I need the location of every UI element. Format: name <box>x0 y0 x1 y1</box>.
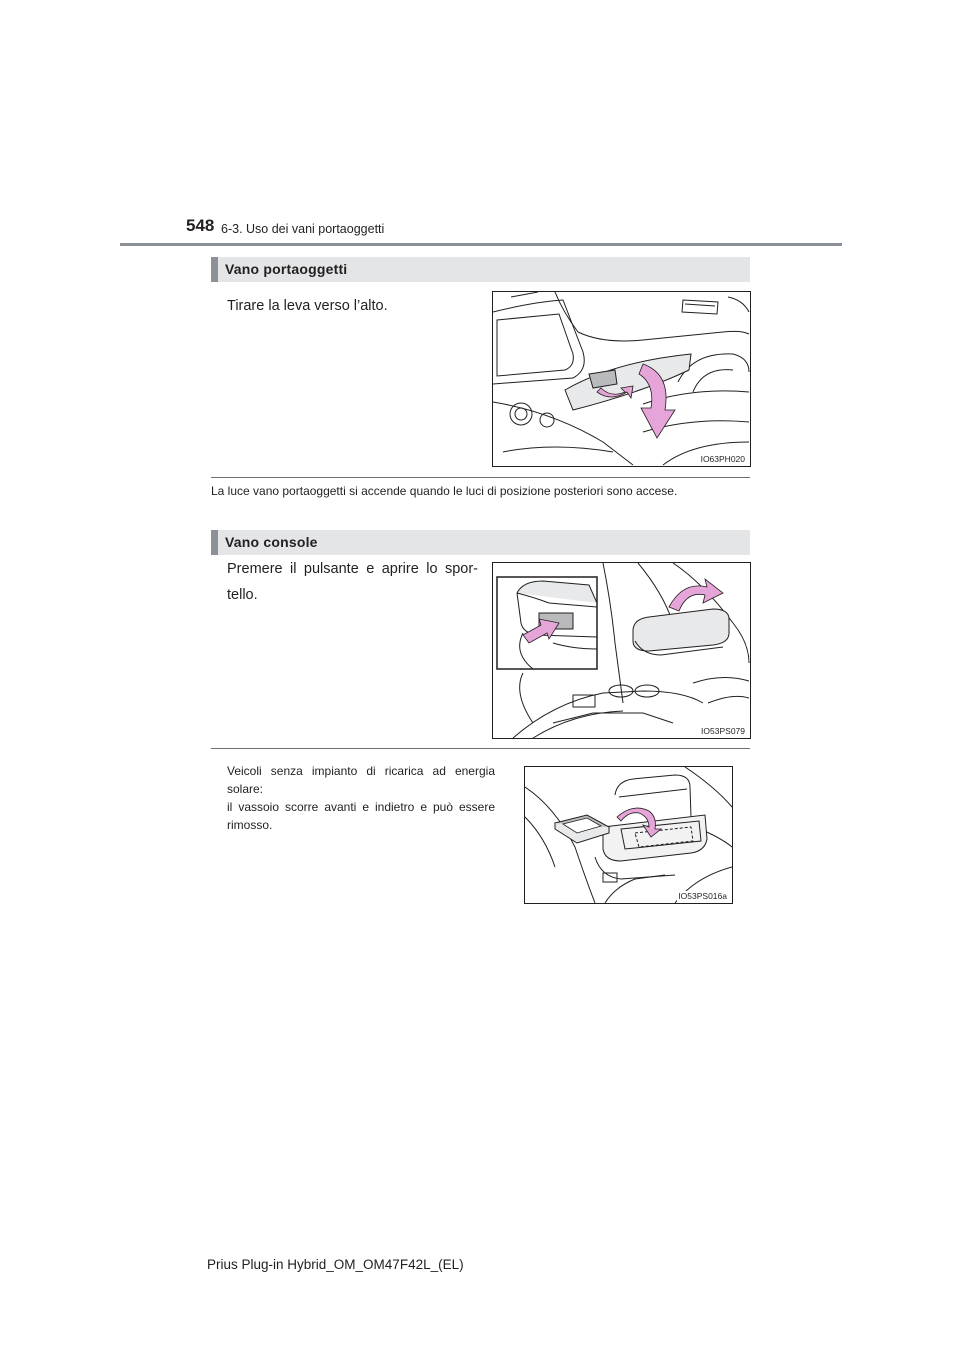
glovebox-drawing <box>493 292 750 466</box>
tray-note-line1: Veicoli senza impianto di ricarica ad energia <box>227 764 495 778</box>
glovebox-instruction: Tirare la leva verso l’alto. <box>227 298 388 314</box>
glovebox-illustration <box>492 291 751 467</box>
figure-code: IO53PS016a <box>678 891 727 901</box>
glovebox-light-note: La luce vano portaoggetti si accende quando le luci di posizione posteriori sono accese. <box>211 484 678 498</box>
section-heading-title: Vano portaoggetti <box>225 261 348 277</box>
tray-note-line3: il vassoio scorre avanti e indietro e può essere <box>227 800 495 814</box>
section-heading-marker <box>211 257 218 282</box>
header-divider <box>120 243 842 246</box>
figure-code: IO63PH020 <box>700 454 745 464</box>
section-heading-glovebox <box>211 257 750 282</box>
tray-note-line2: solare: <box>227 782 264 796</box>
section-reference: 6-3. Uso dei vani portaoggetti <box>221 222 385 236</box>
console-instruction-line1: Premere il pulsante e aprire lo spor- <box>227 561 478 577</box>
console-instruction-line2: tello. <box>227 587 258 603</box>
divider <box>211 477 750 478</box>
figure-code: IO53PS079 <box>701 726 745 736</box>
section-heading-marker <box>211 530 218 555</box>
page-number: 548 <box>186 216 215 235</box>
tray-drawing <box>525 767 732 903</box>
divider <box>211 748 750 749</box>
tray-note-line4: rimosso. <box>227 818 273 832</box>
console-illustration <box>492 562 751 739</box>
section-heading-title: Vano console <box>225 534 318 550</box>
tray-illustration <box>524 766 733 904</box>
document-footer: Prius Plug-in Hybrid_OM_OM47F42L_(EL) <box>207 1257 464 1272</box>
section-heading-console <box>211 530 750 555</box>
console-drawing <box>493 563 750 738</box>
